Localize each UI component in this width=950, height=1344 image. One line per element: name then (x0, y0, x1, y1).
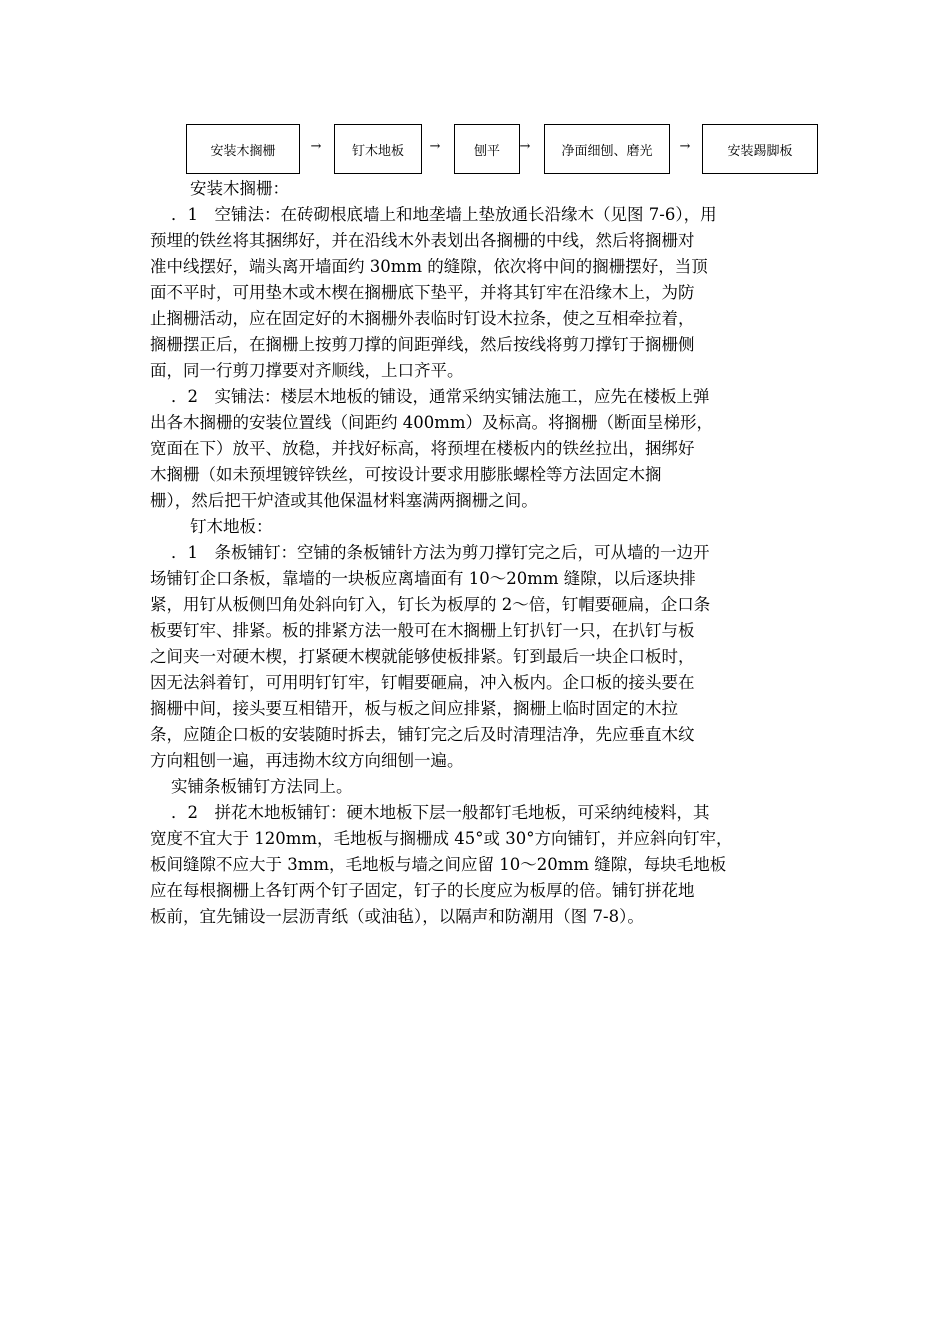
paragraph-line: 板间缝隙不应大于 3mm，毛地板与墙之间应留 10～20mm 缝隙，每块毛地板 (150, 855, 727, 874)
paragraph-line: 面不平时，可用垫木或木楔在搁栅底下垫平，并将其钉牢在沿缘木上，为防 (150, 283, 695, 302)
paragraph-line: 方向粗刨一遍，再违拗木纹方向细刨一遍。 (150, 751, 464, 770)
paragraph-line: 宽面在下）放平、放稳，并找好标高，将预埋在楼板内的铁丝拉出，捆绑好 (150, 439, 695, 458)
flow-step-fine-plane-polish: 净面细刨、磨光 (544, 124, 670, 174)
flow-arrow-icon: → (679, 139, 691, 154)
paragraph-line: 宽度不宜大于 120mm，毛地板与搁栅成 45°或 30°方向铺钉，并应斜向钉牢， (150, 829, 733, 848)
paragraph-line: ．2 拼花木地板铺钉：硬木地板下层一般都钉毛地板，可采纳纯棱料，其 (171, 803, 710, 822)
paragraph-line: 搁栅中间，接头要互相错开，板与板之间应排紧，搁栅上临时固定的木拉 (150, 699, 678, 718)
paragraph-line: 准中线摆好，端头离开墙面约 30mm 的缝隙，依次将中间的搁栅摆好，当顶 (150, 257, 708, 276)
paragraph-line: 预埋的铁丝将其捆绑好，并在沿线木外表划出各搁栅的中线，然后将搁栅对 (150, 231, 695, 250)
flow-step-plane-flat: 刨平 (454, 124, 520, 174)
flow-arrow-icon: → (519, 139, 531, 154)
flow-arrow-icon: → (310, 139, 322, 154)
flow-step-nail-floorboards: 钉木地板 (334, 124, 422, 174)
flow-step-install-joists: 安装木搁栅 (186, 124, 300, 174)
paragraph-line: 应在每根搁栅上各钉两个钉子固定，钉子的长度应为板厚的倍。铺钉拼花地 (150, 881, 695, 900)
flow-arrow-icon: → (429, 139, 441, 154)
paragraph-line: 之间夹一对硬木楔，打紧硬木楔就能够使板排紧。钉到最后一块企口板时， (150, 647, 695, 666)
paragraph-line: 面，同一行剪刀撑要对齐顺线，上口齐平。 (150, 361, 464, 380)
paragraph-line: 紧，用钉从板侧凹角处斜向钉入，钉长为板厚的 2～倍，钉帽要砸扁，企口条 (150, 595, 711, 614)
process-flowchart (186, 124, 818, 176)
paragraph-line: 板要钉牢、排紧。板的排紧方法一般可在木搁栅上钉扒钉一只，在扒钉与板 (150, 621, 695, 640)
paragraph-line: 搁栅摆正后，在搁栅上按剪刀撑的间距弹线，然后按线将剪刀撑钉于搁栅侧 (150, 335, 695, 354)
paragraph-line: 板前，宜先铺设一层沥青纸（或油毡），以隔声和防潮用（图 7-8）。 (150, 907, 644, 926)
paragraph-line: 场铺钉企口条板，靠墙的一块板应离墙面有 10～20mm 缝隙，以后逐块排 (150, 569, 696, 588)
paragraph-line: ．1 条板铺钉：空铺的条板铺针方法为剪刀撑钉完之后，可从墙的一边开 (171, 543, 710, 562)
paragraph-line: 止搁栅活动，应在固定好的木搁栅外表临时钉设木拉条，使之互相牵拉着， (150, 309, 695, 328)
paragraph-line: 出各木搁栅的安装位置线（间距约 400mm）及标高。将搁栅（断面呈梯形， (150, 413, 714, 432)
paragraph-line: 条，应随企口板的安装随时拆去，铺钉完之后及时清理洁净，先应垂直木纹 (150, 725, 695, 744)
paragraph-line: ．2 实铺法：楼层木地板的铺设，通常采纳实铺法施工，应先在楼板上弹 (171, 387, 710, 406)
paragraph-line: 栅），然后把干炉渣或其他保温材料塞满两搁栅之间。 (150, 491, 538, 510)
paragraph-line: 实铺条板铺钉方法同上。 (171, 777, 353, 796)
paragraph-line: 因无法斜着钉，可用明钉钉牢，钉帽要砸扁，冲入板内。企口板的接头要在 (150, 673, 695, 692)
flow-step-install-skirting: 安装踢脚板 (702, 124, 818, 174)
paragraph-line: ．1 空铺法：在砖砌根底墙上和地垄墙上垫放通长沿缘木（见图 7-6），用 (171, 205, 717, 224)
paragraph-line: 木搁栅（如未预埋镀锌铁丝，可按设计要求用膨胀螺栓等方法固定木搁 (150, 465, 662, 484)
section-heading: 安装木搁栅： (190, 179, 289, 198)
document-body (150, 176, 810, 930)
section-heading: 钉木地板： (190, 517, 273, 536)
